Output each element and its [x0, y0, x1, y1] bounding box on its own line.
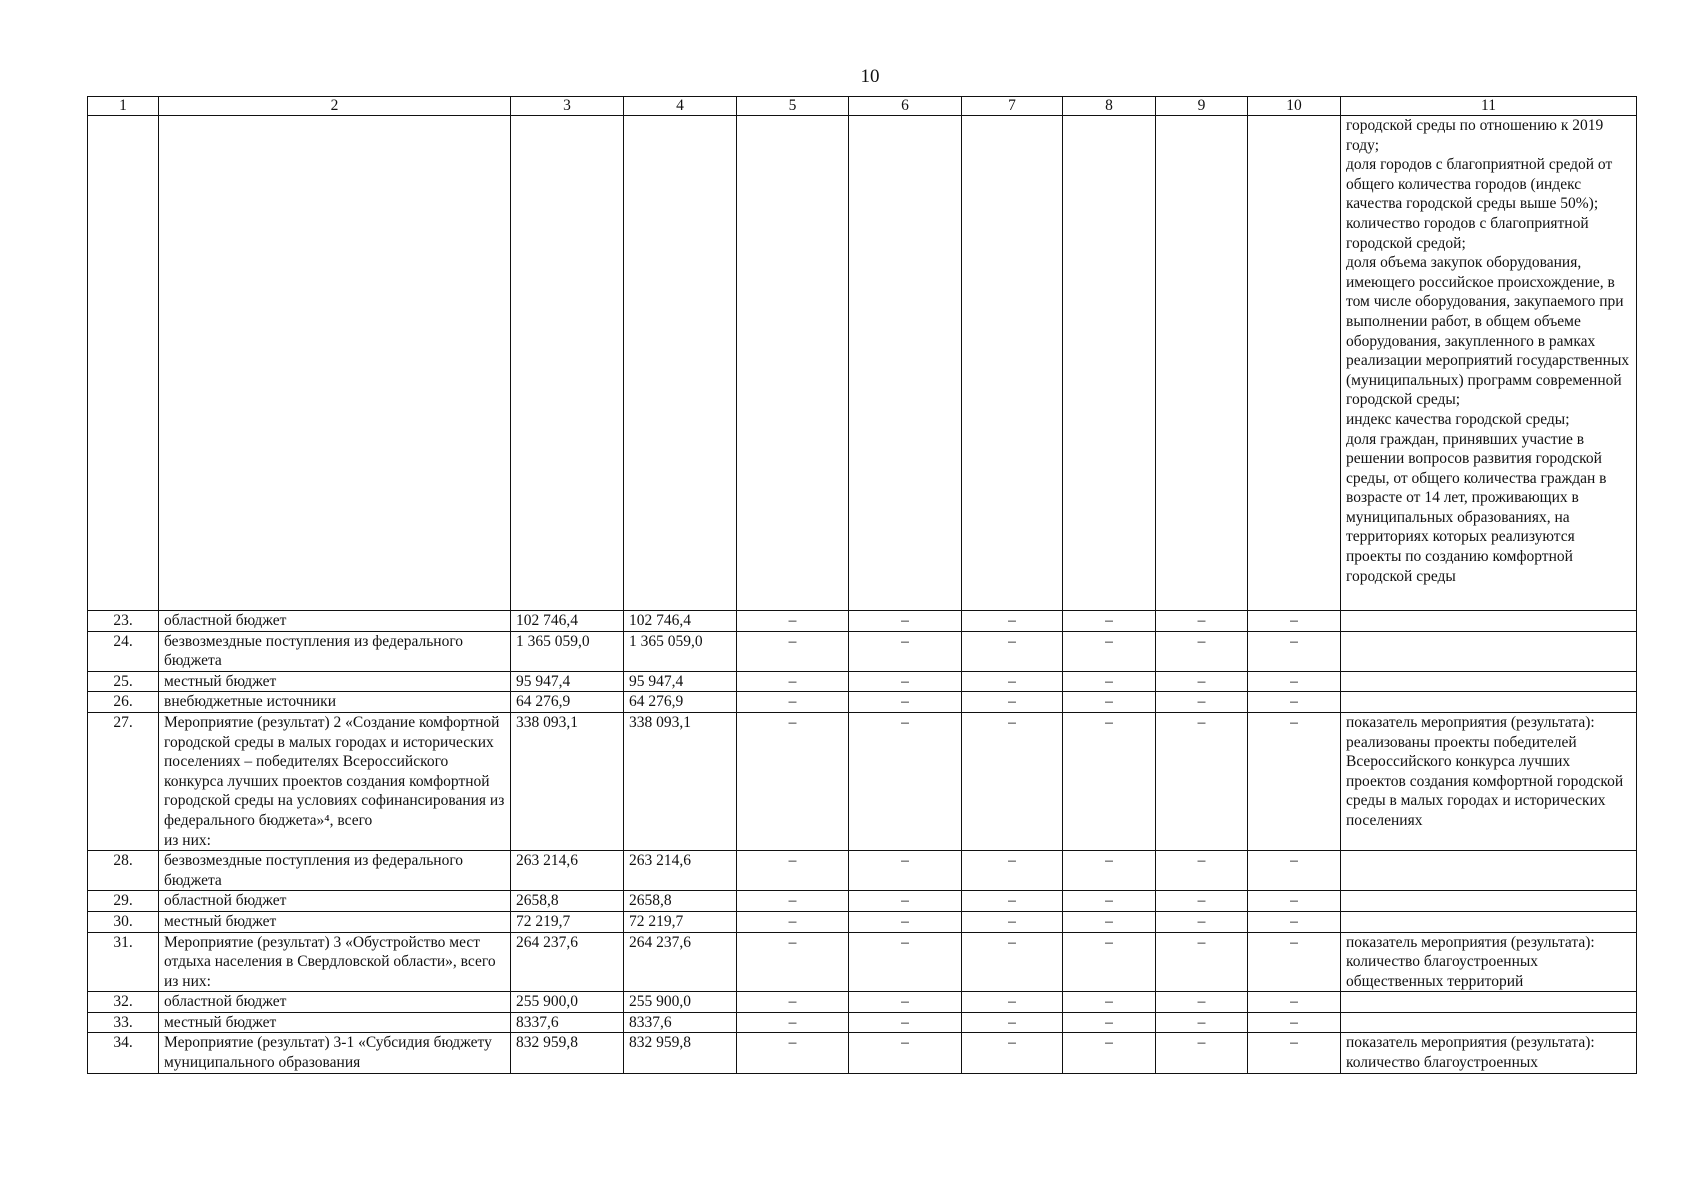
- row-number: 33.: [88, 1012, 159, 1033]
- amount-year: 255 900,0: [624, 992, 737, 1013]
- amount-total: 263 214,6: [511, 851, 624, 891]
- empty-year-dash: –: [1156, 671, 1248, 692]
- empty-year-dash: –: [1156, 1033, 1248, 1073]
- empty-year-dash: –: [737, 712, 849, 850]
- indicator-cell: [1341, 992, 1637, 1013]
- indicator-cell: [1341, 911, 1637, 932]
- row-number: 32.: [88, 992, 159, 1013]
- table-row: [88, 1033, 1637, 1073]
- row-name: областной бюджет: [159, 891, 511, 912]
- empty-year-dash: –: [849, 891, 962, 912]
- empty-year-dash: –: [1156, 992, 1248, 1013]
- budget-table: [87, 96, 1637, 1074]
- empty-year-dash: –: [1156, 631, 1248, 671]
- table-cell: [159, 116, 511, 611]
- indicator-cell: показатель мероприятия (результата): количество благоустроенных общественных территорий: [1341, 932, 1637, 992]
- empty-year-dash: –: [1063, 692, 1156, 713]
- empty-year-dash: –: [962, 692, 1063, 713]
- empty-year-dash: –: [1248, 911, 1341, 932]
- indicator-cell: [1341, 611, 1637, 632]
- empty-year-dash: –: [962, 671, 1063, 692]
- empty-year-dash: –: [737, 891, 849, 912]
- empty-year-dash: –: [849, 1033, 962, 1073]
- row-name: Мероприятие (результат) 3-1 «Субсидия бюджету муниципального образования: [159, 1033, 511, 1073]
- amount-total: 832 959,8: [511, 1033, 624, 1073]
- indicator-cell: [1341, 1012, 1637, 1033]
- empty-year-dash: –: [737, 631, 849, 671]
- row-number: 23.: [88, 611, 159, 632]
- table-row: [88, 992, 1637, 1013]
- indicator-cell: [1341, 891, 1637, 912]
- amount-total: 72 219,7: [511, 911, 624, 932]
- empty-year-dash: –: [1248, 692, 1341, 713]
- empty-year-dash: –: [1248, 611, 1341, 632]
- empty-year-dash: –: [1156, 712, 1248, 850]
- row-number: 28.: [88, 851, 159, 891]
- amount-total: 255 900,0: [511, 992, 624, 1013]
- table-cell: [88, 116, 159, 611]
- table-row: [88, 932, 1637, 992]
- row-name: Мероприятие (результат) 2 «Создание комфортной городской среды в малых городах и исторических поселениях – победителях Всероссийского конкурса лучших проектов создания комфортной городской среды на условиях софинансирования из федерального бюджета»⁴, всего из них:: [159, 712, 511, 850]
- empty-year-dash: –: [1248, 851, 1341, 891]
- empty-year-dash: –: [849, 692, 962, 713]
- empty-year-dash: –: [1063, 1012, 1156, 1033]
- empty-year-dash: –: [1248, 891, 1341, 912]
- indicator-cell: [1341, 851, 1637, 891]
- column-header: 8: [1063, 97, 1156, 116]
- empty-year-dash: –: [1156, 932, 1248, 992]
- empty-year-dash: –: [1156, 891, 1248, 912]
- empty-year-dash: –: [962, 932, 1063, 992]
- empty-year-dash: –: [1063, 851, 1156, 891]
- amount-total: 64 276,9: [511, 692, 624, 713]
- amount-year: 338 093,1: [624, 712, 737, 850]
- empty-year-dash: –: [1063, 1033, 1156, 1073]
- table-cell: [1156, 116, 1248, 611]
- row-number: 25.: [88, 671, 159, 692]
- column-header: 7: [962, 97, 1063, 116]
- row-name: местный бюджет: [159, 671, 511, 692]
- table-row: [88, 692, 1637, 713]
- column-header: 3: [511, 97, 624, 116]
- empty-year-dash: –: [962, 992, 1063, 1013]
- empty-year-dash: –: [1248, 1033, 1341, 1073]
- empty-year-dash: –: [737, 911, 849, 932]
- amount-year: 102 746,4: [624, 611, 737, 632]
- amount-total: 8337,6: [511, 1012, 624, 1033]
- amount-year: 95 947,4: [624, 671, 737, 692]
- empty-year-dash: –: [1063, 911, 1156, 932]
- empty-year-dash: –: [849, 1012, 962, 1033]
- row-name: областной бюджет: [159, 611, 511, 632]
- empty-year-dash: –: [962, 851, 1063, 891]
- empty-year-dash: –: [1063, 671, 1156, 692]
- empty-year-dash: –: [849, 671, 962, 692]
- empty-year-dash: –: [962, 911, 1063, 932]
- table-row: [88, 911, 1637, 932]
- empty-year-dash: –: [849, 992, 962, 1013]
- row-number: 24.: [88, 631, 159, 671]
- empty-year-dash: –: [737, 851, 849, 891]
- row-name: внебюджетные источники: [159, 692, 511, 713]
- empty-year-dash: –: [737, 932, 849, 992]
- row-name: Мероприятие (результат) 3 «Обустройство мест отдыха населения в Свердловской области», всего из них:: [159, 932, 511, 992]
- empty-year-dash: –: [1248, 992, 1341, 1013]
- empty-year-dash: –: [1248, 631, 1341, 671]
- empty-year-dash: –: [1156, 851, 1248, 891]
- amount-year: 8337,6: [624, 1012, 737, 1033]
- column-header: 5: [737, 97, 849, 116]
- amount-total: 1 365 059,0: [511, 631, 624, 671]
- page-number: 10: [860, 66, 880, 87]
- row-name: местный бюджет: [159, 911, 511, 932]
- amount-total: 95 947,4: [511, 671, 624, 692]
- empty-year-dash: –: [962, 1012, 1063, 1033]
- amount-total: 264 237,6: [511, 932, 624, 992]
- table-row: [88, 712, 1637, 850]
- empty-year-dash: –: [849, 712, 962, 850]
- empty-year-dash: –: [1156, 611, 1248, 632]
- table-row: [88, 611, 1637, 632]
- table-cell: [511, 116, 624, 611]
- amount-total: 102 746,4: [511, 611, 624, 632]
- table-row: [88, 851, 1637, 891]
- empty-year-dash: –: [737, 671, 849, 692]
- column-header: 4: [624, 97, 737, 116]
- empty-year-dash: –: [1156, 911, 1248, 932]
- table-cell: [962, 116, 1063, 611]
- indicator-cell: [1341, 692, 1637, 713]
- empty-year-dash: –: [1063, 631, 1156, 671]
- amount-year: 832 959,8: [624, 1033, 737, 1073]
- row-name: областной бюджет: [159, 992, 511, 1013]
- amount-year: 2658,8: [624, 891, 737, 912]
- row-number: 34.: [88, 1033, 159, 1073]
- empty-year-dash: –: [737, 692, 849, 713]
- amount-year: 1 365 059,0: [624, 631, 737, 671]
- empty-year-dash: –: [1063, 712, 1156, 850]
- row-number: 26.: [88, 692, 159, 713]
- row-name: местный бюджет: [159, 1012, 511, 1033]
- amount-total: 338 093,1: [511, 712, 624, 850]
- table-row: [88, 891, 1637, 912]
- empty-year-dash: –: [962, 631, 1063, 671]
- amount-year: 264 237,6: [624, 932, 737, 992]
- table-row: [88, 1012, 1637, 1033]
- empty-year-dash: –: [849, 911, 962, 932]
- amount-year: 263 214,6: [624, 851, 737, 891]
- amount-year: 72 219,7: [624, 911, 737, 932]
- row-number: 27.: [88, 712, 159, 850]
- empty-year-dash: –: [962, 712, 1063, 850]
- empty-year-dash: –: [849, 932, 962, 992]
- empty-year-dash: –: [1156, 692, 1248, 713]
- table-cell: [624, 116, 737, 611]
- empty-year-dash: –: [849, 611, 962, 632]
- empty-year-dash: –: [737, 1012, 849, 1033]
- empty-year-dash: –: [737, 1033, 849, 1073]
- empty-year-dash: –: [1248, 712, 1341, 850]
- table-cell: [1063, 116, 1156, 611]
- column-header: 1: [88, 97, 159, 116]
- column-header: 9: [1156, 97, 1248, 116]
- empty-year-dash: –: [737, 611, 849, 632]
- empty-year-dash: –: [737, 992, 849, 1013]
- column-header: 2: [159, 97, 511, 116]
- empty-year-dash: –: [1063, 891, 1156, 912]
- row-name: безвозмездные поступления из федерального бюджета: [159, 631, 511, 671]
- indicator-cell: [1341, 631, 1637, 671]
- table-cell: [849, 116, 962, 611]
- table-cell: [1248, 116, 1341, 611]
- empty-year-dash: –: [1063, 992, 1156, 1013]
- amount-year: 64 276,9: [624, 692, 737, 713]
- row-name: безвозмездные поступления из федерального бюджета: [159, 851, 511, 891]
- table-row: [88, 671, 1637, 692]
- empty-year-dash: –: [1156, 1012, 1248, 1033]
- row-number: 30.: [88, 911, 159, 932]
- indicator-cell: городской среды по отношению к 2019 году; доля городов с благоприятной средой от общего количества городов (индекс качества городской среды выше 50%); количество городов с благоприятной городской средой; доля объема закупок оборудования, имеющего российское происхождение, в том числе оборудования, закупаемого при выполнении работ, в общем объеме оборудования, закупленного в рамках реализации мероприятий государственных (муниципальных) программ современной городской среды; индекс качества городской среды; доля граждан, принявших участие в решении вопросов развития городской среды, от общего количества граждан в возрасте от 14 лет, проживающих в муниципальных образованиях, на территориях которых реализуются проекты по созданию комфортной городской среды: [1341, 116, 1637, 611]
- empty-year-dash: –: [849, 851, 962, 891]
- column-header: 11: [1341, 97, 1637, 116]
- empty-year-dash: –: [1063, 932, 1156, 992]
- empty-year-dash: –: [962, 611, 1063, 632]
- empty-year-dash: –: [1248, 932, 1341, 992]
- column-header: 6: [849, 97, 962, 116]
- table-row-continuation: [88, 116, 1637, 611]
- indicator-cell: показатель мероприятия (результата): количество благоустроенных: [1341, 1033, 1637, 1073]
- empty-year-dash: –: [962, 891, 1063, 912]
- row-number: 31.: [88, 932, 159, 992]
- indicator-cell: показатель мероприятия (результата): реализованы проекты победителей Всероссийского конкурса лучших проектов создания комфортной городской среды в малых городах и исторических поселениях: [1341, 712, 1637, 850]
- table-cell: [737, 116, 849, 611]
- empty-year-dash: –: [1063, 611, 1156, 632]
- empty-year-dash: –: [849, 631, 962, 671]
- empty-year-dash: –: [1248, 1012, 1341, 1033]
- row-number: 29.: [88, 891, 159, 912]
- empty-year-dash: –: [962, 1033, 1063, 1073]
- table-row: [88, 631, 1637, 671]
- column-number-row: [88, 97, 1637, 116]
- indicator-cell: [1341, 671, 1637, 692]
- empty-year-dash: –: [1248, 671, 1341, 692]
- column-header: 10: [1248, 97, 1341, 116]
- amount-total: 2658,8: [511, 891, 624, 912]
